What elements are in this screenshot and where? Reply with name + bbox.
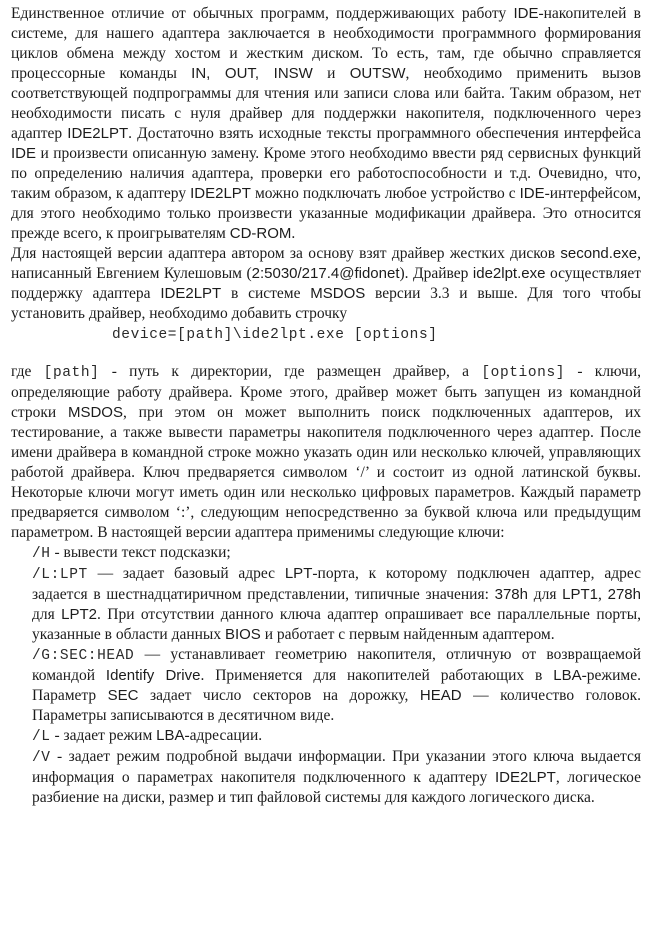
text-run-serif: -интерфейсом, для этого необходимо только произвести указанные модификации драйвера. Это относится прежде всего, к проигрывателям (11, 185, 641, 242)
text-run-sans: IDE (519, 185, 545, 202)
text-run-serif: — устанавливает геометрию накопителя, отличную от возвращаемой командой (32, 646, 641, 684)
text-run-serif: , необходимо применить вызов соответствующей подпрограммы для чтения или записи слова или байта. Таким образом, нет необходимости писать с нуля драйвер для поддержки накопителя, подключенного через адаптер (11, 65, 641, 142)
text-run-serif: . (291, 225, 296, 242)
text-run-serif: , при этом он может выполнить поиск подключенных адаптеров, их тестирование, а также вывести параметры накопителя подключенного через адаптер. После имени драйвера в командной строке можно указать один или несколько ключей, управляющих работой драйвера. Ключ предваряется символом ‘/’ и состоит из одной латинской буквы. Некоторые ключи могут иметь один или несколько цифровых параметров. Каждый параметр предваряется символом ‘:’, следующим непосредственно за буквой ключа или предыдущим параметром. В настоящей версии адаптера применимы следующие ключи: (11, 404, 641, 541)
text-run-serif: . Применяется для накопителей работающих в (200, 667, 554, 684)
text-run-mono: /H (32, 546, 51, 562)
text-run-mono: /L (32, 729, 51, 745)
text-run-sans: LPT2 (61, 606, 97, 623)
key-item-h (32, 543, 641, 564)
text-run-mono: /V (32, 750, 51, 766)
text-run-sans: OUTSW (349, 65, 406, 82)
paragraph-options-description (11, 362, 641, 543)
text-run-sans: IDE (513, 5, 539, 22)
text-run-sans: LPT (284, 565, 313, 582)
text-run-sans: BIOS (224, 626, 261, 643)
text-run-sans: HEAD (419, 687, 462, 704)
text-run-serif: . Достаточно взять исходные тексты программного обеспечения интерфейса (128, 125, 642, 142)
text-run-serif: , (598, 586, 608, 603)
text-run-serif: . При отсутствии данного ключа адаптер опрашивает все параллельные порты, указанные в области данных (32, 606, 641, 643)
text-run-serif: в системе (221, 285, 311, 302)
text-run-serif: осуществляет поддержку адаптера (11, 265, 641, 302)
text-run-sans: Identify Drive (105, 667, 201, 684)
text-run-sans: LBA (156, 727, 185, 744)
key-item-v (32, 747, 641, 808)
text-run-serif: где (11, 363, 44, 380)
text-run-sans: 278h (607, 586, 641, 603)
text-run-sans: CD-ROM (229, 225, 292, 242)
text-run-serif: - задает режим (50, 727, 157, 744)
text-run-mono: /L:LPT (32, 567, 88, 583)
text-run-serif: , написанный Евгением Кулешовым ( (11, 245, 641, 282)
text-run-serif: -режиме. Параметр (32, 667, 641, 704)
text-run-sans: 2:5030/217.4@fidonet (251, 265, 400, 282)
text-run-sans: second.exe (560, 245, 638, 262)
text-run-serif: — задает базовый адрес (87, 565, 285, 582)
text-run-sans: IDE2LPT (494, 769, 556, 786)
key-item-l-lpt (32, 564, 641, 645)
text-run-mono: /G:SEC:HEAD (32, 648, 135, 664)
text-run-serif: -адресации. (184, 727, 263, 744)
text-run-serif: для (527, 586, 563, 603)
text-run-sans: MSDOS (67, 404, 123, 421)
paragraph-intro (11, 4, 641, 244)
text-run-serif: Для настоящей версии адаптера автором за основу взят драйвер жестких дисков (11, 245, 561, 262)
text-run-serif: -порта, к которому подключен адаптер, адрес задается в шестнадцатиричном представлении, типичные значения: (32, 565, 641, 603)
key-item-g-sec-head (32, 645, 641, 726)
text-run-sans: LBA (553, 667, 582, 684)
text-run-serif: версии 3.3 и выше. Для того чтобы установить драйвер, необходимо добавить строчку (11, 285, 642, 322)
text-run-serif: ). Драйвер (399, 265, 473, 282)
text-run-serif: для (32, 606, 62, 623)
text-run-mono: device=[path]\ide2lpt.exe [options] (112, 327, 438, 343)
text-run-sans: ide2lpt.exe (472, 265, 546, 282)
text-run-sans: SEC (107, 687, 139, 704)
text-run-sans: IDE2LPT (160, 285, 222, 302)
text-run-serif: и (312, 65, 350, 82)
text-run-serif: -накопителей в системе, для нашего адаптера заключается в необходимости программного формирования циклов обмена между хостом и жестким диском. То есть, там, где обычно справляется процессорные команды (11, 5, 641, 82)
text-run-serif: - задает режим подробной выдачи информации. При указании этого ключа выдается информация о параметрах накопителя подключенного к адаптеру (32, 748, 641, 786)
text-run-sans: LPT1 (562, 586, 599, 603)
key-item-l (32, 726, 641, 747)
text-run-sans: IDE (11, 145, 37, 162)
text-run-serif: и работает с первым найденным адаптером. (260, 626, 555, 643)
text-run-sans: IDE2LPT (190, 185, 251, 202)
text-run-sans: IN, OUT, INSW (191, 65, 313, 82)
text-run-serif: можно подключать любое устройство с (250, 185, 520, 202)
text-run-serif: — количество головок. Параметры записываются в десятичном виде. (32, 687, 641, 724)
text-run-serif: Единственное отличие от обычных программ, поддерживающих работу (11, 5, 514, 22)
text-run-serif: и произвести описанную замену. Кроме этого необходимо ввести ряд сервисных функций по определению наличия адаптера, проверки его работоспособности и т.д. Очевидно, что, таким образом, к адаптеру (11, 145, 641, 202)
paragraph-driver-origin (11, 244, 641, 324)
text-run-sans: IDE2LPT (67, 125, 129, 142)
text-run-mono: [options] (481, 365, 566, 381)
text-run-sans: 378h (494, 586, 528, 603)
text-run-serif: - путь к директории, где размещен драйвер, а (99, 363, 482, 380)
text-run-serif: задает число секторов на дорожку, (138, 687, 420, 704)
text-run-serif: - вывести текст подсказки; (50, 544, 231, 561)
text-run-sans: MSDOS (310, 285, 366, 302)
text-run-serif: , логическое разбиение на диски, размер и тип файловой системы для каждого логического диска. (32, 769, 641, 806)
text-run-serif: - ключи, определяющие работу драйвера. Кроме этого, драйвер может быть запущен из командной строки (11, 363, 642, 421)
code-line-device (11, 324, 641, 345)
text-run-mono: [path] (43, 365, 100, 381)
